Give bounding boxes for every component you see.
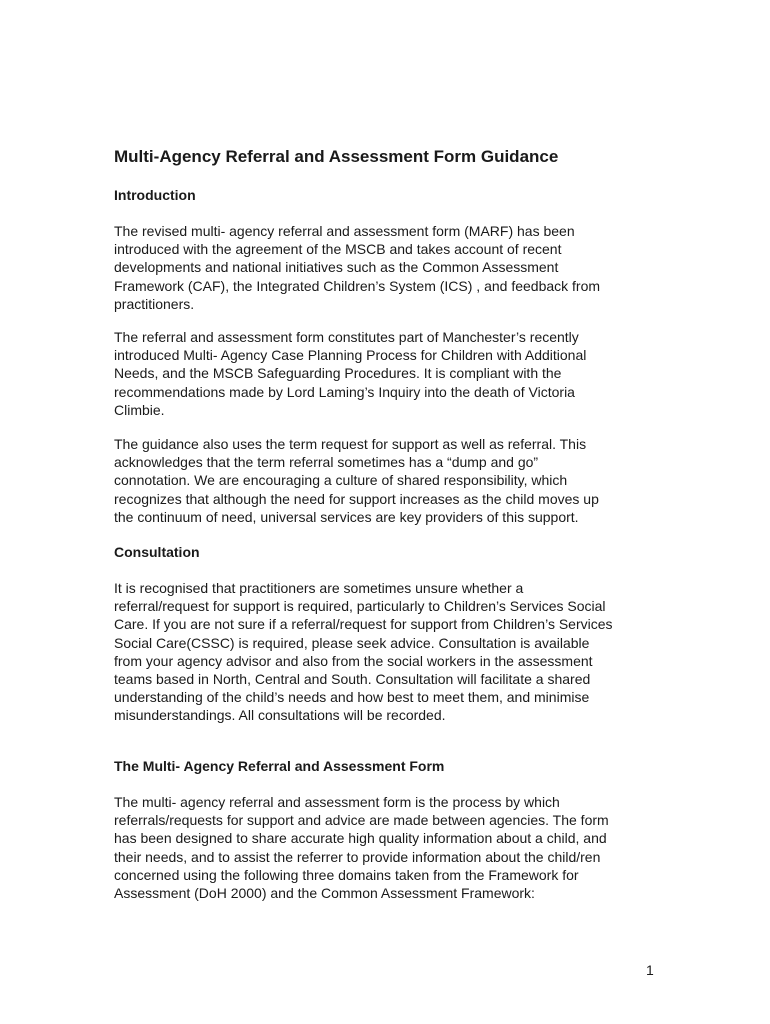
page-number: 1 [646, 962, 654, 978]
introduction-paragraph-1 [114, 222, 654, 313]
document-title: Multi-Agency Referral and Assessment Form Guidance [114, 147, 559, 166]
text-line: recommendations made by Lord Laming’s Inquiry into the death of Victoria [114, 383, 575, 400]
text-line: The multi- agency referral and assessment form is the process by which [114, 794, 560, 810]
text-line: understanding of the child’s needs and how best to meet them, and minimise [114, 689, 590, 706]
section-heading-consultation: Consultation [114, 544, 200, 560]
text-line: teams based in North, Central and South. Consultation will facilitate a shared [114, 671, 591, 688]
text-line: introduced Multi- Agency Case Planning Process for Children with Additional [114, 347, 587, 364]
text-line: from your agency advisor and also from the social workers in the assessment [114, 652, 593, 669]
text-line: The guidance also uses the term request for support as well as referral. This [114, 436, 587, 452]
text-line: The revised multi- agency referral and assessment form (MARF) has been [114, 223, 575, 239]
text-line: their needs, and to assist the referrer to provide information about the child/ren [114, 848, 601, 865]
introduction-paragraph-2 [114, 328, 654, 419]
text-line: referral/request for support is required, particularly to Children’s Services Social [114, 598, 606, 615]
section-heading-introduction: Introduction [114, 187, 196, 203]
text-line: recognizes that although the need for support increases as the child moves up [114, 490, 599, 507]
text-line: acknowledges that the term referral sometimes has a “dump and go” [114, 454, 539, 471]
text-line: connotation. We are encouraging a culture of shared responsibility, which [114, 472, 568, 489]
text-line: introduced with the agreement of the MSCB and takes account of recent [114, 241, 562, 258]
consultation-paragraph [114, 579, 654, 725]
text-line: misunderstandings. All consultations will be recorded. [114, 707, 446, 724]
text-line: Assessment (DoH 2000) and the Common Assessment Framework: [114, 885, 535, 902]
text-line: The referral and assessment form constitutes part of Manchester’s recently [114, 329, 579, 345]
section-heading-marf: The Multi- Agency Referral and Assessment Form [114, 758, 445, 774]
text-line: developments and national initiatives such as the Common Assessment [114, 259, 559, 276]
text-line: has been designed to share accurate high quality information about a child, and [114, 830, 607, 847]
text-line: practitioners. [114, 295, 195, 312]
text-line: Care. If you are not sure if a referral/request for support from Children’s Services [114, 616, 613, 633]
text-line: It is recognised that practitioners are sometimes unsure whether a [114, 580, 524, 596]
text-line: referrals/requests for support and advice are made between agencies. The form [114, 812, 609, 829]
marf-paragraph [114, 793, 654, 902]
text-line: Social Care(CSSC) is required, please seek advice. Consultation is available [114, 634, 590, 651]
text-line: the continuum of need, universal services are key providers of this support. [114, 508, 579, 525]
introduction-paragraph-3 [114, 435, 654, 526]
text-line: Needs, and the MSCB Safeguarding Procedures. It is compliant with the [114, 365, 562, 382]
text-line: Framework (CAF), the Integrated Children’s System (ICS) , and feedback from [114, 277, 601, 294]
text-line: Climbie. [114, 401, 165, 418]
text-line: concerned using the following three domains taken from the Framework for [114, 866, 579, 883]
